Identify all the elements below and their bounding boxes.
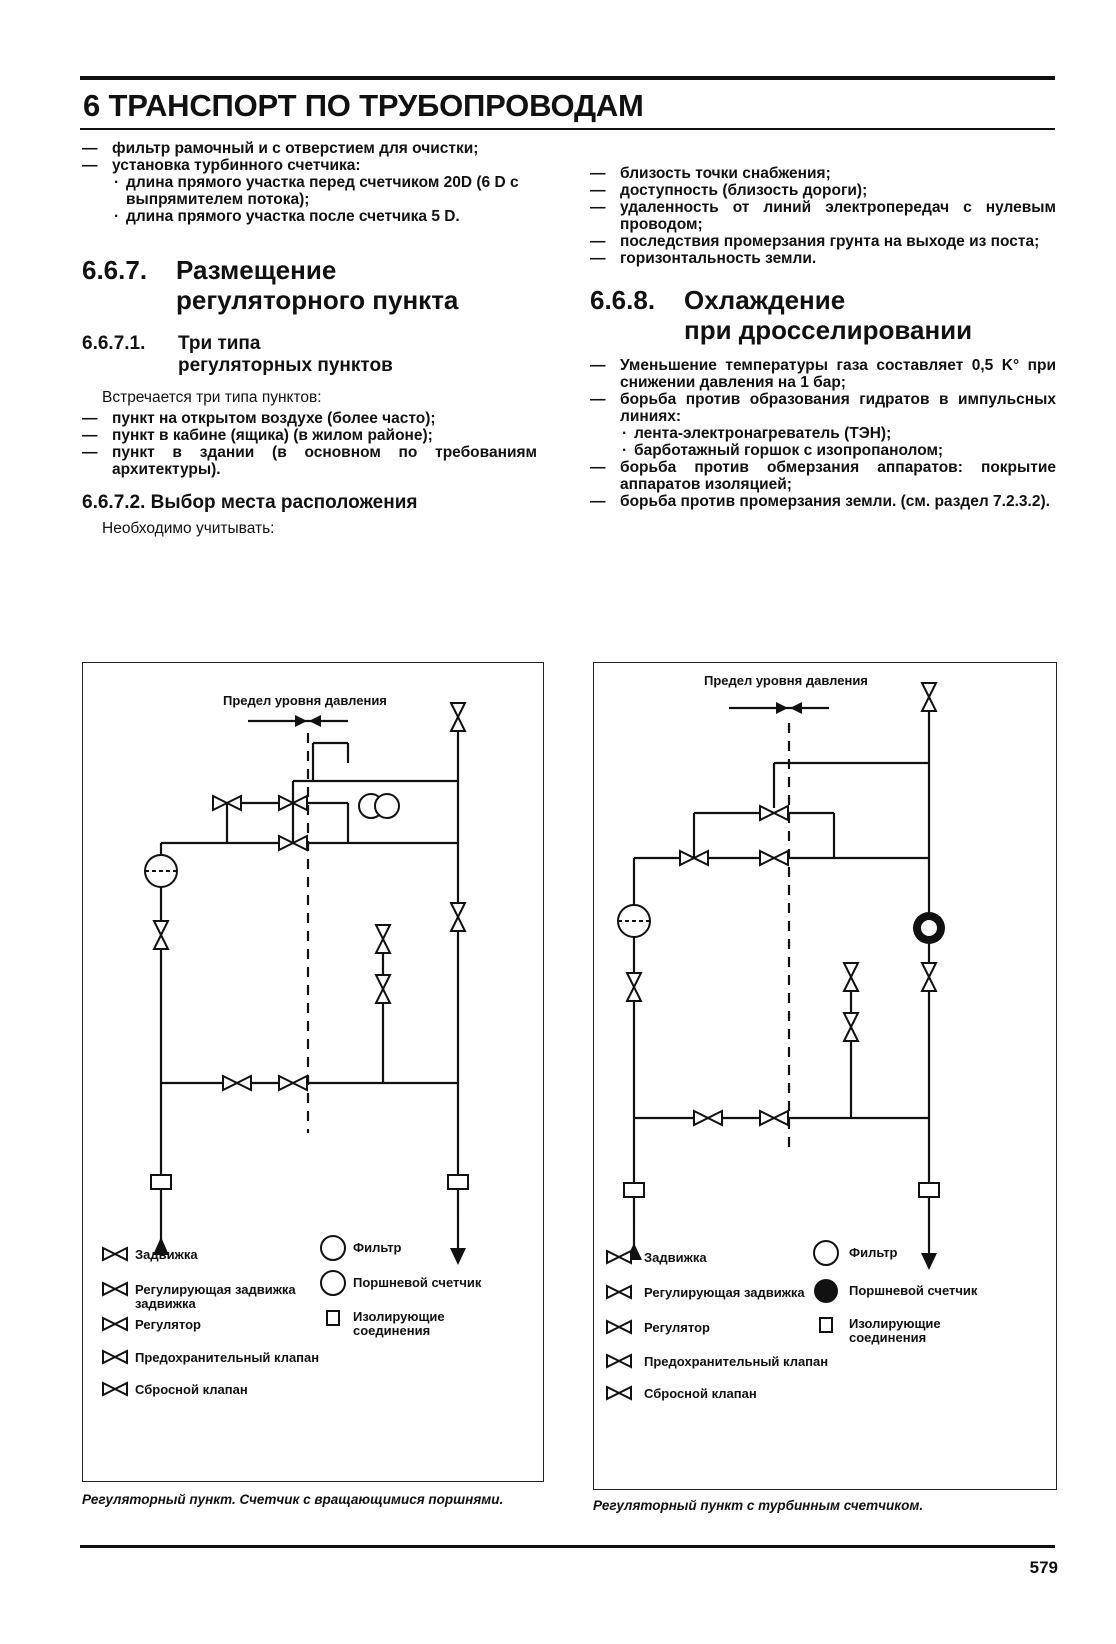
right-column bbox=[590, 165, 1056, 510]
footer-rule bbox=[80, 1545, 1055, 1548]
list-item: — горизонтальность земли. bbox=[590, 250, 1056, 267]
section-heading-6671: 6.6.7.1. Три типа регуляторных пунктов bbox=[82, 333, 393, 376]
paragraph: Необходимо учитывать: bbox=[102, 520, 275, 537]
legend-insulating: Изолирующие соединения bbox=[353, 1309, 445, 1338]
list-item: — фильтр рамочный и с отверстием для очистки; bbox=[82, 140, 537, 157]
list-item: — пункт в здании (в основном по требованиям архитектуры). bbox=[82, 444, 537, 478]
list-item: — пункт на открытом воздухе (более часто); bbox=[82, 410, 537, 427]
caption-right: Регуляторный пункт с турбинным счетчиком. bbox=[593, 1498, 924, 1513]
legend-control-valve: Регулирующая задвижка bbox=[135, 1282, 296, 1297]
legend-valve: Задвижка bbox=[135, 1247, 198, 1262]
legend-safety-valve: Предохранительный клапан bbox=[135, 1350, 320, 1365]
legend-valve: Задвижка bbox=[644, 1250, 707, 1265]
list-item: — близость точки снабжения; bbox=[590, 165, 1056, 182]
list-item: — Уменьшение температуры газа составляет 0,5 K° при снижении давления на 1 бар; bbox=[590, 357, 1056, 391]
list-item: — борьба против обмерзания аппаратов: покрытие аппаратов изоляцией; bbox=[590, 459, 1056, 493]
diagram-left bbox=[82, 662, 544, 1482]
list-item: — пункт в кабине (ящика) (в жилом районе); bbox=[82, 427, 537, 444]
list-subitem: · длина прямого участка перед счетчиком 20D (6 D с выпрямителем потока); bbox=[82, 174, 537, 208]
legend-safety-valve: Предохранительный клапан bbox=[644, 1354, 829, 1369]
diagram-right bbox=[593, 662, 1057, 1490]
list-subitem: · лента-электронагреватель (ТЭН); bbox=[590, 425, 1056, 442]
section-heading-668: 6.6.8. Охлаждение при дросселировании bbox=[590, 285, 973, 345]
paragraph: Встречается три типа пунктов: bbox=[102, 389, 322, 406]
legend-meter: Поршневой счетчик bbox=[353, 1275, 482, 1290]
list-item: — удаленность от линий электропередач с нулевым проводом; bbox=[590, 199, 1056, 233]
caption-left: Регуляторный пункт. Счетчик с вращающимися поршнями. bbox=[82, 1492, 504, 1507]
list-item: — установка турбинного счетчика: bbox=[82, 157, 537, 174]
legend-filter: Фильтр bbox=[353, 1240, 402, 1255]
pressure-boundary-label: Предел уровня давления bbox=[704, 673, 868, 688]
legend-regulator: Регулятор bbox=[644, 1320, 710, 1335]
list-item: — борьба против промерзания земли. (см. раздел 7.2.3.2). bbox=[590, 493, 1056, 510]
legend-control-valve: Регулирующая задвижка bbox=[644, 1285, 805, 1300]
header-rule bbox=[80, 128, 1055, 130]
pressure-boundary-label: Предел уровня давления bbox=[223, 693, 387, 708]
section-heading-667: 6.6.7. Размещение регуляторного пункта bbox=[82, 255, 459, 315]
page-number: 579 bbox=[1029, 1558, 1058, 1577]
list-item: — борьба против образования гидратов в импульсных линиях: bbox=[590, 391, 1056, 425]
list-subitem: · длина прямого участка после счетчика 5 D. bbox=[82, 208, 537, 225]
top-rule bbox=[80, 76, 1055, 80]
legend-filter: Фильтр bbox=[849, 1245, 898, 1260]
list-item: — доступность (близость дороги); bbox=[590, 182, 1056, 199]
list-subitem: · барботажный горшок с изопропанолом; bbox=[590, 442, 1056, 459]
section-heading-6672: 6.6.7.2. Выбор места расположения bbox=[82, 492, 418, 513]
legend-regulator: Регулятор bbox=[135, 1317, 201, 1332]
legend-control-valve-extra: задвижка bbox=[135, 1296, 196, 1311]
legend-meter: Поршневой счетчик bbox=[849, 1283, 978, 1298]
chapter-title: 6 ТРАНСПОРТ ПО ТРУБОПРОВОДАМ bbox=[83, 88, 644, 123]
legend-relief-valve: Сбросной клапан bbox=[135, 1382, 248, 1397]
legend-insulating: Изолирующие соединения bbox=[849, 1316, 941, 1345]
left-column bbox=[82, 140, 537, 537]
list-item: — последствия промерзания грунта на выходе из поста; bbox=[590, 233, 1056, 250]
legend-relief-valve: Сбросной клапан bbox=[644, 1386, 757, 1401]
